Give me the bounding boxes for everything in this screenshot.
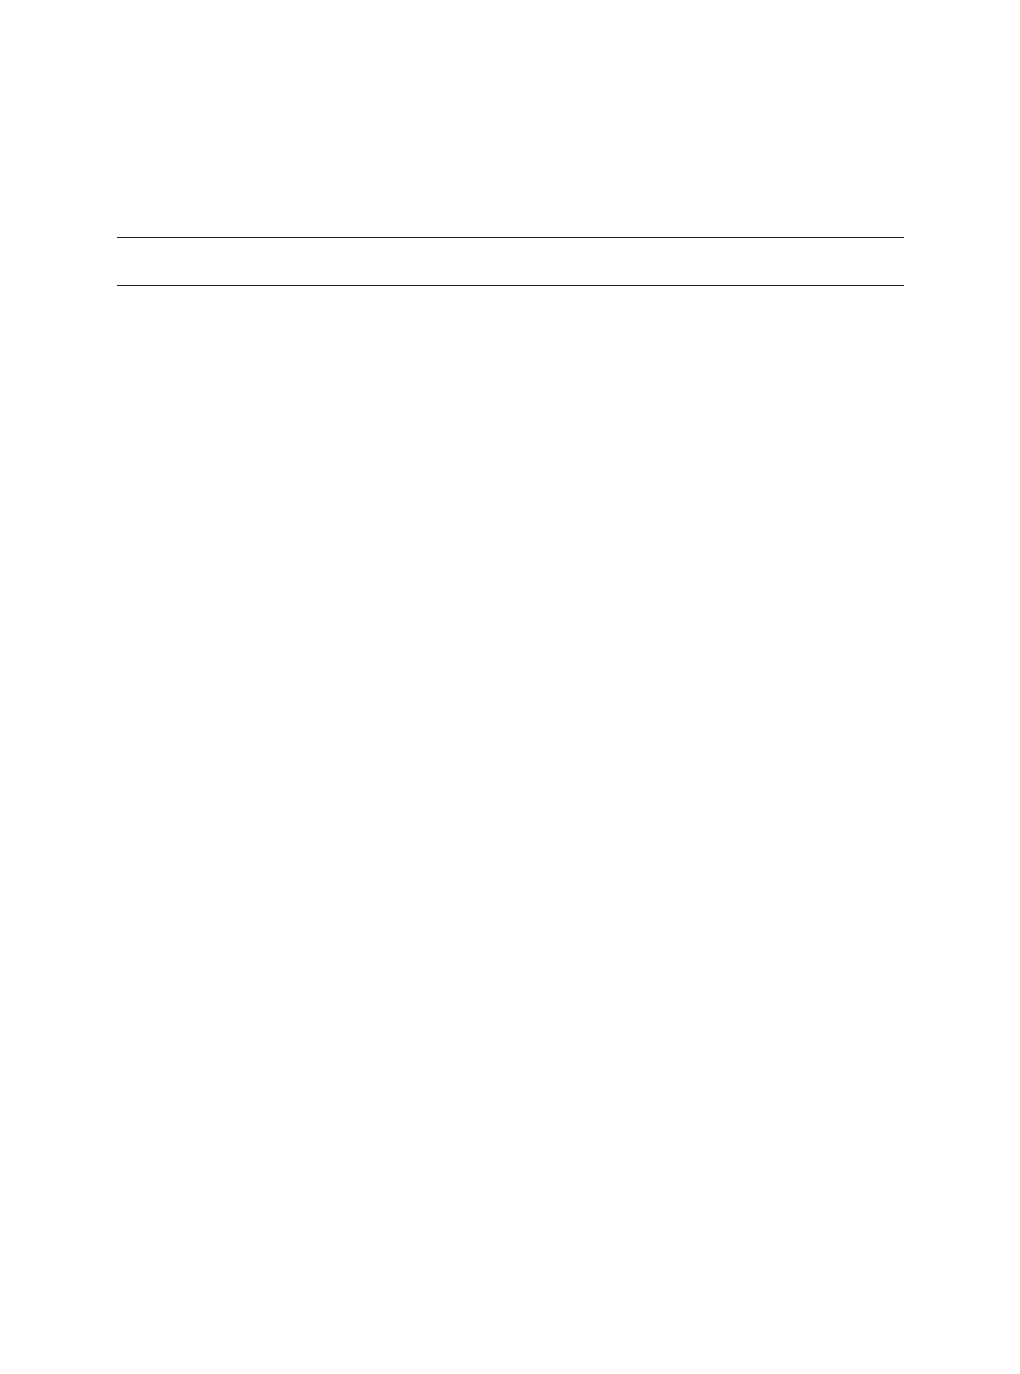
part-rule-top [117,237,904,238]
part-rule-bottom [117,285,904,286]
running-header [134,102,166,121]
part-heading [0,249,1020,273]
